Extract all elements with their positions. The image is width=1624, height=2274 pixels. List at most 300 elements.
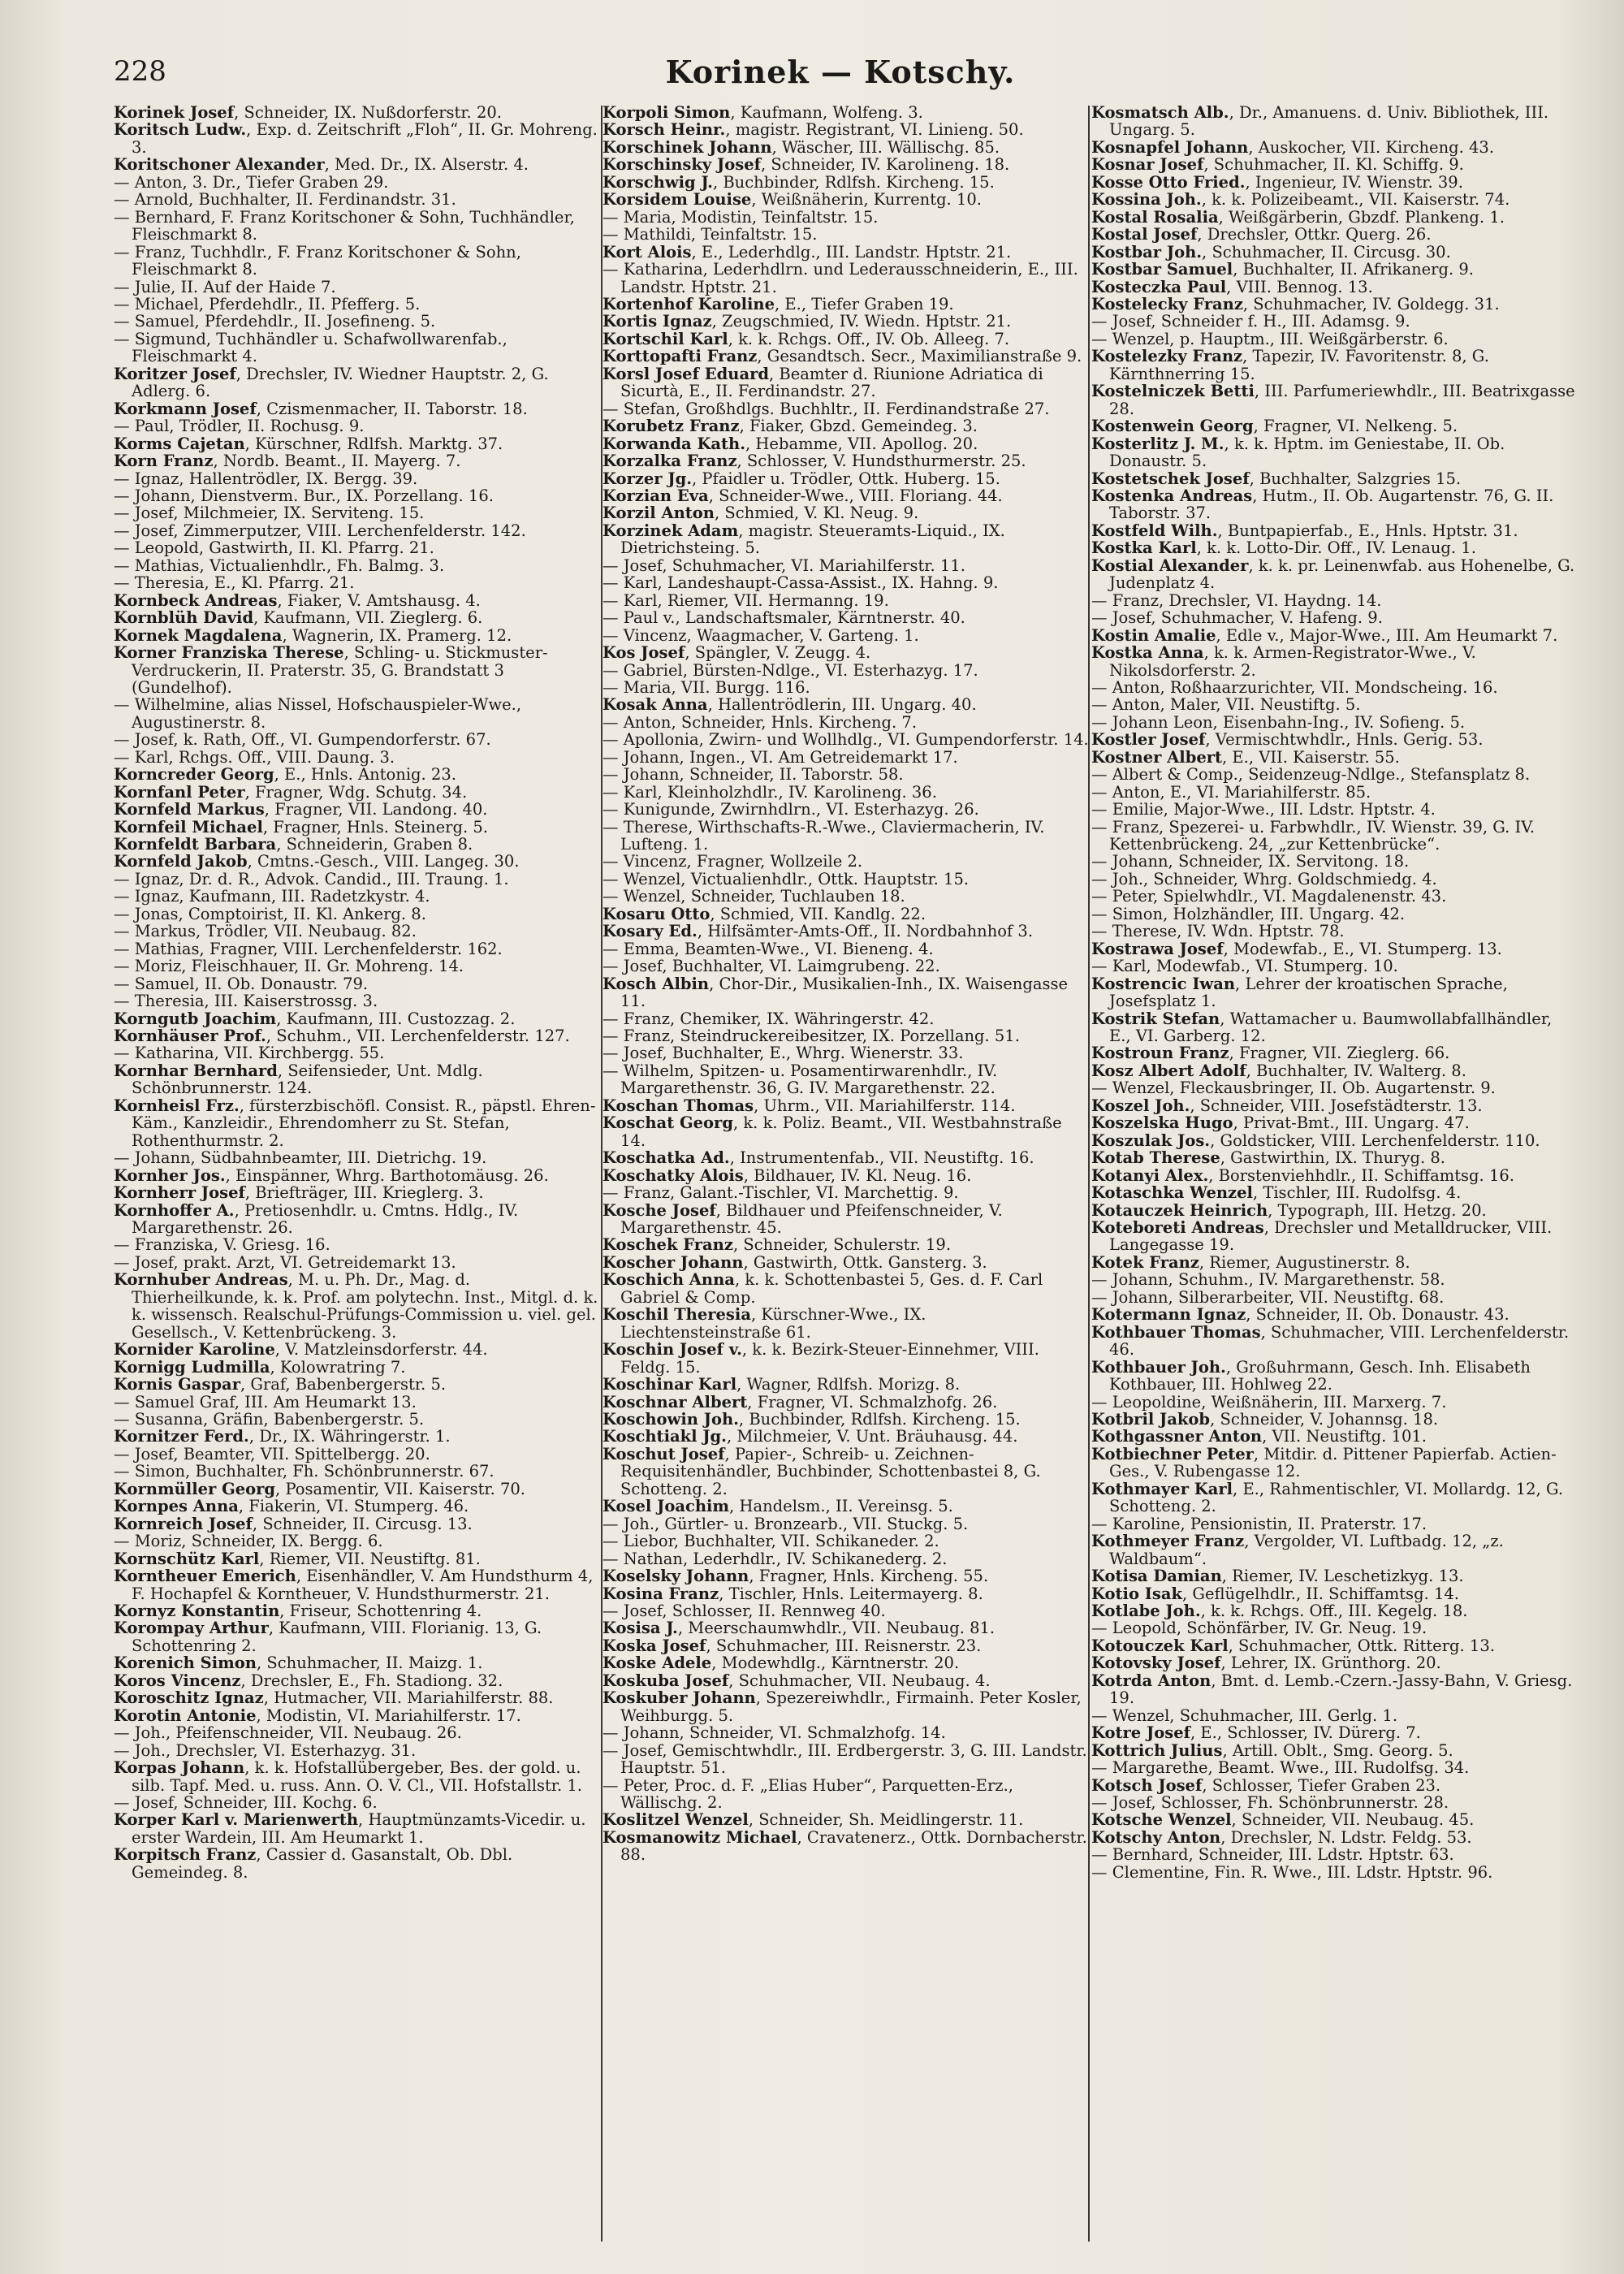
entry-details: , k. k. Poliz. Beamt., VII. Westbahnstraße 14. [620,1113,1062,1150]
entry-name: Korpas Johann [114,1758,245,1778]
directory-entry [114,1463,601,1480]
entry-name: Kosaru Otto [603,904,710,923]
directory-entry [1091,731,1579,748]
entry-details: — Liebor, Buchhalter, VII. Schikaneder. 2. [603,1532,939,1551]
entry-details: , Beamter d. Riunione Adriatica di Sicurtà, E., II. Ferdinandstr. 27. [620,364,1043,401]
entry-details: , Fragner, VII. Zieglerg. 66. [1229,1044,1450,1063]
directory-entry [114,819,601,836]
directory-entry [114,1254,601,1271]
entry-details: , Fragner, VI. Schmalzhofg. 26. [747,1392,998,1412]
entry-details: , Gastwirthin, IX. Thuryg. 8. [1220,1148,1445,1168]
entry-details: , E., VII. Kaiserstr. 55. [1222,747,1400,767]
directory-entry [114,1550,601,1567]
entry-details: , Spängler, V. Zeugg. 4. [685,643,871,663]
entry-name: Kostbar Samuel [1091,260,1233,279]
directory-entry [1091,609,1579,626]
directory-entry [114,209,601,244]
entry-details: — Franz, Galant.-Tischler, VI. Marchettig. 9. [603,1183,959,1203]
entry-details: — Emma, Beamten-Wwe., VI. Bieneng. 4. [603,939,934,958]
entry-details: , k. k. Polizeibeamt., VII. Kaiserstr. 74. [1201,190,1510,210]
entry-details: , Kaufmann, Wolfeng. 3. [730,104,923,122]
entry-details: , Riemer, Augustinerstr. 8. [1199,1252,1410,1272]
entry-details: — Ignaz, Hallentrödler, IX. Bergg. 39. [114,469,418,488]
directory-entry [1091,627,1579,644]
entry-name: Koscher Johann [603,1252,744,1272]
entry-details: , Eisenhändler, V. Am Hundsthurm 4, F. Hochapfel & Korntheuer, V. Hundsthurmerstr. 21. [132,1567,594,1603]
directory-entry [114,191,601,208]
directory-entry [1091,1132,1579,1149]
directory-entry [603,679,1090,696]
entry-name: Kotre Josef [1091,1723,1191,1743]
directory-entry [1091,1062,1579,1079]
directory-entry [114,1202,601,1237]
entry-name: Kotaschka Wenzel [1091,1183,1253,1203]
directory-entry [603,1742,1090,1777]
entry-details: — Josef, k. Rath, Off., VI. Gumpendorferstr. 67. [114,730,491,750]
entry-details: , Tapezir, IV. Favoritenstr. 8, G. Kärnthnerring 15. [1109,347,1489,383]
entry-name: Kostenka Andreas [1091,486,1253,505]
entry-details: , Bildhauer und Pfeifenschneider, V. Margarethenstr. 45. [620,1200,1003,1237]
entry-details: , Kürschner, Rdlfsh. Marktg. 37. [244,434,503,453]
entry-details: — Vincenz, Waagmacher, V. Garteng. 1. [603,625,919,645]
entry-details: — Arnold, Buchhalter, II. Ferdinandstr. 31. [114,190,456,210]
entry-details: — Franz, Tuchhdlr., F. Franz Koritschoner & Sohn, Fleischmarkt 8. [114,242,521,279]
entry-details: , Buchbinder, Rdlfsh. Kircheng. 15. [712,172,995,192]
entry-name: Kostal Rosalia [1091,207,1219,227]
directory-entry [603,1202,1090,1237]
directory-entry [603,452,1090,469]
directory-entry [603,557,1090,574]
entry-name: Koschat Georg [603,1113,733,1133]
entry-name: Koteboreti Andreas [1091,1218,1264,1237]
entry-name: Kotio Isak [1091,1584,1182,1603]
directory-entry [603,1027,1090,1044]
entry-details: — Josef, Schuhmacher, V. Hafeng. 9. [1091,608,1383,628]
entry-details: , Weißgärberin, Gbzdf. Plankeng. 1. [1218,207,1505,227]
directory-entry [603,609,1090,626]
entry-details: — Peter, Spielwhdlr., VI. Magdalenenstr. 43. [1091,887,1447,906]
entry-name: Korttopafti Franz [603,347,758,366]
directory-entry [1091,801,1579,818]
entry-name: Kostal Josef [1091,225,1198,244]
entry-details: , Med. Dr., IX. Alserstr. 4. [324,155,529,175]
directory-entry [1091,1149,1579,1166]
directory-entry [1091,1306,1579,1323]
entry-name: Korschinek Johann [603,137,772,157]
directory-entry [1091,784,1579,801]
entry-details: , k. k. Bezirk-Steuer-Einnehmer, VIII. Feldg. 15. [620,1340,1039,1377]
entry-details: , Drechsler, IV. Wiedner Hauptstr. 2, G. Adlerg. 6. [132,364,549,401]
directory-entry [603,226,1090,243]
directory-entry [603,400,1090,417]
entry-details: , Weißnäherin, Kurrentg. 10. [751,190,982,210]
directory-entry [1091,1811,1579,1828]
directory-entry [1091,1707,1579,1724]
directory-entry [603,1602,1090,1619]
entry-details: — Ignaz, Kaufmann, III. Radetzkystr. 4. [114,887,430,906]
entry-details: — Therese, Wirthschafts-R.-Wwe., Claviermacherin, IV. Lufteng. 1. [603,817,1045,854]
entry-name: Kortschil Karl [603,329,728,348]
directory-entry [114,296,601,313]
directory-entry [1091,766,1579,783]
entry-name: Kotschy Anton [1091,1827,1221,1847]
entry-details: , Tischler, III. Rudolfsg. 4. [1252,1183,1462,1203]
directory-entry [603,139,1090,156]
entry-details: , Modistin, VI. Mariahilferstr. 17. [256,1706,521,1725]
entry-details: — Franziska, V. Griesg. 16. [114,1235,330,1255]
entry-details: , Schneider, VIII. Josefstädterstr. 13. [1190,1096,1483,1115]
entry-details: — Wilhelmine, alias Nissel, Hofschauspieler-Wwe., Augustinerstr. 8. [114,695,522,732]
entry-details: , Hauptmünzamts-Vicedir. u. erster Wardein, III. Am Heumarkt 1. [132,1810,586,1847]
entry-details: — Franz, Drechsler, VI. Haydng. 14. [1091,590,1382,610]
directory-entry [1091,1324,1579,1359]
entry-details: , k. k. pr. Leinenwfab. aus Hohenelbe, G. Judenplatz 4. [1109,556,1575,593]
directory-entry [603,209,1090,226]
directory-entry [1091,1567,1579,1584]
entry-name: Kostrawa Josef [1091,939,1224,958]
entry-name: Kornis Gaspar [114,1375,240,1394]
entry-details: , Fiakerin, VI. Stumperg. 46. [238,1497,469,1516]
entry-details: , Riemer, VII. Neustiftg. 81. [259,1549,481,1568]
directory-entry [1091,1411,1579,1428]
directory-entry [603,1619,1090,1636]
entry-name: Kornyz Konstantin [114,1601,280,1620]
entry-name: Kotovsky Josef [1091,1654,1221,1673]
directory-entry [114,1149,601,1166]
entry-name: Koschek Franz [603,1235,733,1255]
entry-details: , Schneider, II. Ob. Donaustr. 43. [1246,1305,1510,1325]
directory-entry [603,435,1090,452]
entry-name: Korntheuer Emerich [114,1567,296,1586]
directory-entry [603,1411,1090,1428]
entry-details: , Schmied, V. Kl. Neug. 9. [714,504,919,523]
entry-details: , Hallentrödlerin, III. Ungarg. 40. [707,695,977,715]
directory-entry [603,1498,1090,1515]
directory-entry [1091,1602,1579,1619]
directory-entry [114,1236,601,1253]
entry-name: Kornfeld Markus [114,800,265,819]
directory-entry [1091,1846,1579,1863]
directory-entry [603,365,1090,400]
entry-details: , Cravatenerz., Ottk. Dornbacherstr. 88. [620,1827,1087,1865]
directory-entry [1091,1585,1579,1602]
entry-name: Kornitzer Ferd. [114,1427,249,1446]
entry-details: , E., Rahmentischler, VI. Mollardg. 12, G. Schotteng. 2. [1109,1479,1564,1516]
directory-entry [114,853,601,870]
entry-details: , Wagner, Rdlfsh. Morizg. 8. [736,1375,961,1394]
entry-details: — Katharina, VII. Kirchbergg. 55. [114,1044,385,1063]
entry-details: , Kaufmann, VII. Zieglerg. 6. [253,608,483,628]
entry-name: Koritschoner Alexander [114,155,325,175]
entry-name: Korms Cajetan [114,434,245,453]
directory-entry [603,1550,1090,1567]
directory-entry [1091,592,1579,609]
entry-details: , Dr., Amanuens. d. Univ. Bibliothek, III. Ungarg. 5. [1109,104,1549,140]
entry-details: , k. k. Rchgs. Off., IV. Ob. Alleeg. 7. [728,329,1010,348]
entry-name: Kos Josef [603,643,685,663]
directory-entry [114,1567,601,1602]
entry-name: Kornfeil Michael [114,817,263,837]
entry-name: Kostelezky Franz [1091,347,1243,366]
entry-details: — Johann Leon, Eisenbahn-Ing., IV. Sofieng. 5. [1091,712,1466,732]
entry-details: , M. u. Ph. Dr., Mag. d. Thierheilkunde, k. k. Prof. am polytechn. Inst., Mitgl. d. k. k. wissensch. Realschul-Prüfungs-Commission u. viel. gel. Gesellsch., V. Kettenbrückeng. 3. [132,1270,598,1342]
entry-name: Korzalka Franz [603,452,737,471]
entry-name: Kornbeck Andreas [114,590,278,610]
entry-name: Kosch Albin [603,974,710,993]
directory-entry [1091,1289,1579,1306]
directory-entry [1091,383,1579,417]
directory-entry [603,191,1090,208]
directory-entry [603,1811,1090,1828]
entry-details: , Artill. Oblt., Smg. Georg. 5. [1222,1740,1453,1760]
directory-entry [603,470,1090,487]
entry-name: Kornreich Josef [114,1514,253,1533]
directory-entry [603,348,1090,365]
entry-name: Kotlabe Joh. [1091,1601,1201,1620]
directory-entry [114,1359,601,1376]
entry-details: — Katharina, Lederhdlrn. und Lederausschneiderin, E., III. Landstr. Hptstr. 21. [603,260,1078,296]
entry-details: — Johann, Schneider, II. Taborstr. 58. [603,765,904,785]
entry-name: Kottrich Julius [1091,1740,1223,1760]
directory-entry [114,592,601,609]
entry-name: Korn Franz [114,452,214,471]
entry-details: — Johann, Silberarbeiter, VII. Neustiftg. 68. [1091,1287,1445,1307]
entry-name: Korper Karl v. Marienwerth [114,1810,359,1830]
entry-details: , Fragner, Hnls. Steinerg. 5. [262,817,488,837]
entry-details: , Pretiosenhdlr. u. Cmtns. Hdlg., IV. Margarethenstr. 26. [132,1200,519,1237]
entry-details: — Josef, Beamter, VII. Spittelbergg. 20. [114,1444,430,1463]
entry-details: , Schuhmacher, III. Reisnerstr. 23. [706,1636,982,1655]
directory-entry [1091,1184,1579,1201]
entry-details: , Schuhmacher, II. Circusg. 30. [1202,242,1451,262]
entry-details: , Friseur, Schottenring 4. [279,1601,482,1620]
entry-details: — Clementine, Fin. R. Wwe., III. Ldstr. Hptstr. 96. [1091,1862,1493,1882]
entry-details: — Josef, Schneider f. H., III. Adamsg. 9. [1091,312,1410,331]
entry-details: — Franz, Chemiker, IX. Währingerstr. 42. [603,1009,935,1028]
entry-details: , Kaufmann, VIII. Florianig. 13, G. Schottenring 2. [132,1619,542,1655]
entry-name: Kostfeld Wilh. [1091,521,1218,540]
directory-entry [114,279,601,296]
entry-details: , Exp. d. Zeitschrift „Floh“, II. Gr. Mohreng. 3. [132,120,598,157]
entry-name: Korschinsky Josef [603,155,762,175]
entry-details: , Milchmeier, V. Unt. Bräuhausg. 44. [726,1427,1018,1446]
directory-entry [1091,104,1579,139]
entry-details: — Mathias, Victualienhdlr., Fh. Balmg. 3. [114,556,445,575]
directory-entry [603,784,1090,801]
directory-entry [1091,1114,1579,1131]
directory-entry [114,1394,601,1411]
entry-name: Kostrencic Iwan [1091,974,1236,993]
entry-details: , E., Schlosser, IV. Dürerg. 7. [1190,1723,1421,1743]
directory-entry [1091,348,1579,383]
entry-details: , Schuhmacher, IV. Goldegg. 31. [1242,294,1500,313]
directory-entry [603,1515,1090,1533]
entry-details: , Buchhalter, II. Afrikanerg. 9. [1233,260,1474,279]
entry-details: , Einspänner, Whrg. Barthotomäusg. 26. [225,1165,549,1185]
entry-details: — Anton, E., VI. Mariahilferstr. 85. [1091,782,1371,802]
entry-details: — Susanna, Gräfin, Babenbergerstr. 5. [114,1409,425,1429]
entry-details: — Johann, Ingen., VI. Am Getreidemarkt 17. [603,747,958,767]
entry-details: , Kaufmann, III. Custozzag. 2. [276,1009,516,1028]
entry-name: Kort Alois [603,242,692,262]
entry-details: , Buchhalter, Salzgries 15. [1249,469,1462,488]
directory-entry [603,1777,1090,1812]
entry-name: Korkmann Josef [114,399,257,418]
entry-name: Kotanyi Alex. [1091,1165,1209,1185]
entry-details: , Schneider-Wwe., VIII. Floriang. 44. [708,486,1003,505]
entry-details: , Kolowratring 7. [270,1357,406,1377]
directory-entry [603,296,1090,313]
directory-entry [603,1254,1090,1271]
entry-name: Kosak Anna [603,695,708,715]
entry-details: , Cmtns.-Gesch., VIII. Langeg. 30. [247,852,520,871]
entry-details: , E., Tiefer Graben 19. [775,294,954,313]
entry-name: Kosmanowitz Michael [603,1827,797,1847]
directory-entry [1091,853,1579,870]
entry-details: — Bernhard, Schneider, III. Ldstr. Hptstr. 63. [1091,1845,1454,1865]
entry-name: Koselsky Johann [603,1567,749,1586]
entry-name: Kostelecky Franz [1091,294,1243,313]
entry-name: Korinek Josef [114,104,235,122]
directory-entry [114,1742,601,1759]
entry-details: , VII. Neustiftg. 101. [1262,1427,1427,1446]
directory-entry [1091,923,1579,940]
directory-entry [114,627,601,644]
directory-entry [603,1533,1090,1550]
directory-entry [114,766,601,783]
directory-entry [114,1010,601,1027]
entry-details: — Johann, Dienstverm. Bur., IX. Porzellang. 16. [114,486,494,505]
entry-details: — Wenzel, Schneider, Tuchlauben 18. [603,887,905,906]
entry-name: Kosche Josef [603,1200,716,1220]
entry-name: Kotauczek Heinrich [1091,1200,1268,1220]
directory-entry [603,1394,1090,1411]
entry-name: Korncreder Georg [114,765,274,785]
entry-details: — Franz, Spezerei- u. Farbwhdlr., IV. Wienstr. 39, G. IV. Kettenbrückeng. 24, „zur Kettenbrücke“. [1091,817,1535,854]
directory-entry [114,313,601,330]
entry-name: Koska Josef [603,1636,706,1655]
entry-details: — Franz, Steindruckereibesitzer, IX. Porzellang. 51. [603,1027,1020,1046]
entry-details: , Buntpapierfab., E., Hnls. Hptstr. 31. [1217,521,1518,540]
directory-entry [114,975,601,992]
entry-name: Kotermann Ignaz [1091,1305,1246,1325]
directory-entry [114,940,601,958]
directory-entry [1091,1759,1579,1776]
entry-name: Kosz Albert Adolf [1091,1061,1246,1080]
entry-name: Koszel Joh. [1091,1096,1190,1115]
entry-name: Kornhar Bernhard [114,1061,278,1080]
entry-name: Koschin Josef v. [603,1340,742,1360]
directory-entry [114,174,601,191]
entry-details: , Hilfsämter-Amts-Off., II. Nordbahnhof 3. [697,922,1034,941]
directory-entry [114,888,601,905]
entry-name: Kortenhof Karoline [603,294,775,313]
entry-details: — Karl, Rchgs. Off., VIII. Daung. 3. [114,747,395,767]
directory-entry [114,504,601,521]
directory-entry [114,400,601,417]
entry-name: Kosel Joachim [603,1497,730,1516]
directory-entry [603,766,1090,783]
directory-entry [114,871,601,888]
directory-entry [603,1062,1090,1097]
directory-entry [1091,679,1579,696]
entry-details: — Josef, Schlosser, II. Rennweg 40. [603,1601,886,1620]
entry-name: Kothbauer Joh. [1091,1357,1226,1377]
directory-entry [1091,1864,1579,1881]
entry-details: , k. k. Armen-Registrator-Wwe., V. Nikolsdorferstr. 2. [1109,643,1476,680]
entry-details: , Gesandtsch. Secr., Maximilianstraße 9. [757,347,1082,366]
directory-entry [1091,261,1579,278]
entry-details: — Josef, Schuhmacher, VI. Mariahilferstr. 11. [603,556,965,575]
directory-entry [1091,487,1579,522]
directory-entry [603,174,1090,191]
entry-details: , Wäscher, III. Wällischg. 85. [771,137,1000,157]
entry-details: — Ignaz, Dr. d. R., Advok. Candid., III. Traung. 1. [114,869,509,888]
entry-details: , Fragner, Hnls. Kircheng. 55. [749,1567,989,1586]
entry-details: — Mathias, Fragner, VIII. Lerchenfelderstr. 162. [114,939,503,958]
directory-entry [1091,975,1579,1010]
directory-entry [1091,557,1579,592]
entry-details: , k. k. Lotto-Dir. Off., IV. Lenaug. 1. [1196,538,1476,558]
entry-details: — Joh., Drechsler, VI. Esterhazyg. 31. [114,1740,417,1760]
directory-entry [114,1689,601,1706]
entry-name: Koskuba Josef [603,1671,729,1690]
entry-name: Korsidem Louise [603,190,752,210]
entry-name: Kostenwein Georg [1091,417,1254,436]
directory-entry [603,1654,1090,1671]
entry-details: , Mitdir. d. Pittener Papierfab. Actien-Ges., V. Rubengasse 12. [1109,1444,1557,1481]
directory-entry [114,1498,601,1515]
entry-details: — Leopold, Schönfärber, IV. Gr. Neug. 19. [1091,1619,1427,1638]
entry-name: Korotin Antonie [114,1706,257,1725]
directory-entry [114,1428,601,1445]
directory-entry [114,923,601,940]
entry-details: — Bernhard, F. Franz Koritschoner & Sohn, Tuchhändler, Fleischmarkt 8. [114,207,575,244]
directory-entry [114,557,601,574]
directory-entry [1091,1777,1579,1794]
entry-details: , Auskocher, VII. Kircheng. 43. [1248,137,1495,157]
directory-entry [603,923,1090,940]
entry-details: , Schlosser, Tiefer Graben 23. [1202,1775,1441,1795]
directory-entry [114,104,601,121]
entry-details: , Wagnerin, IX. Pramerg. 12. [282,625,512,645]
entry-name: Koskuber Johann [603,1688,756,1708]
page-number: 228 [114,55,166,88]
entry-details: , Chor-Dir., Musikalien-Inh., IX. Waisengasse 11. [620,974,1069,1011]
directory-entry [603,1097,1090,1114]
entry-details: — Josef, Zimmerputzer, VIII. Lerchenfelderstr. 142. [114,521,526,540]
entry-details: — Leopold, Gastwirth, II. Kl. Pfarrg. 21. [114,538,434,558]
entry-name: Koschil Theresia [603,1305,751,1325]
directory-entry [603,714,1090,731]
entry-details: , Schneiderin, Graben 8. [276,835,473,854]
directory-entry [114,331,601,365]
entry-name: Korsch Heinr. [603,120,726,140]
directory-entry [1091,1079,1579,1096]
entry-name: Kotsch Josef [1091,1775,1203,1795]
directory-entry [114,452,601,469]
entry-name: Kostler Josef [1091,730,1206,750]
directory-entry [1091,1672,1579,1707]
directory-entry [114,1672,601,1689]
directory-entry [1091,1637,1579,1654]
entry-name: Koroschitz Ignaz [114,1688,264,1708]
directory-entry [114,836,601,853]
directory-entry [603,627,1090,644]
directory-entry [603,871,1090,888]
directory-column-3 [1091,104,1579,2248]
directory-entry [1091,174,1579,191]
